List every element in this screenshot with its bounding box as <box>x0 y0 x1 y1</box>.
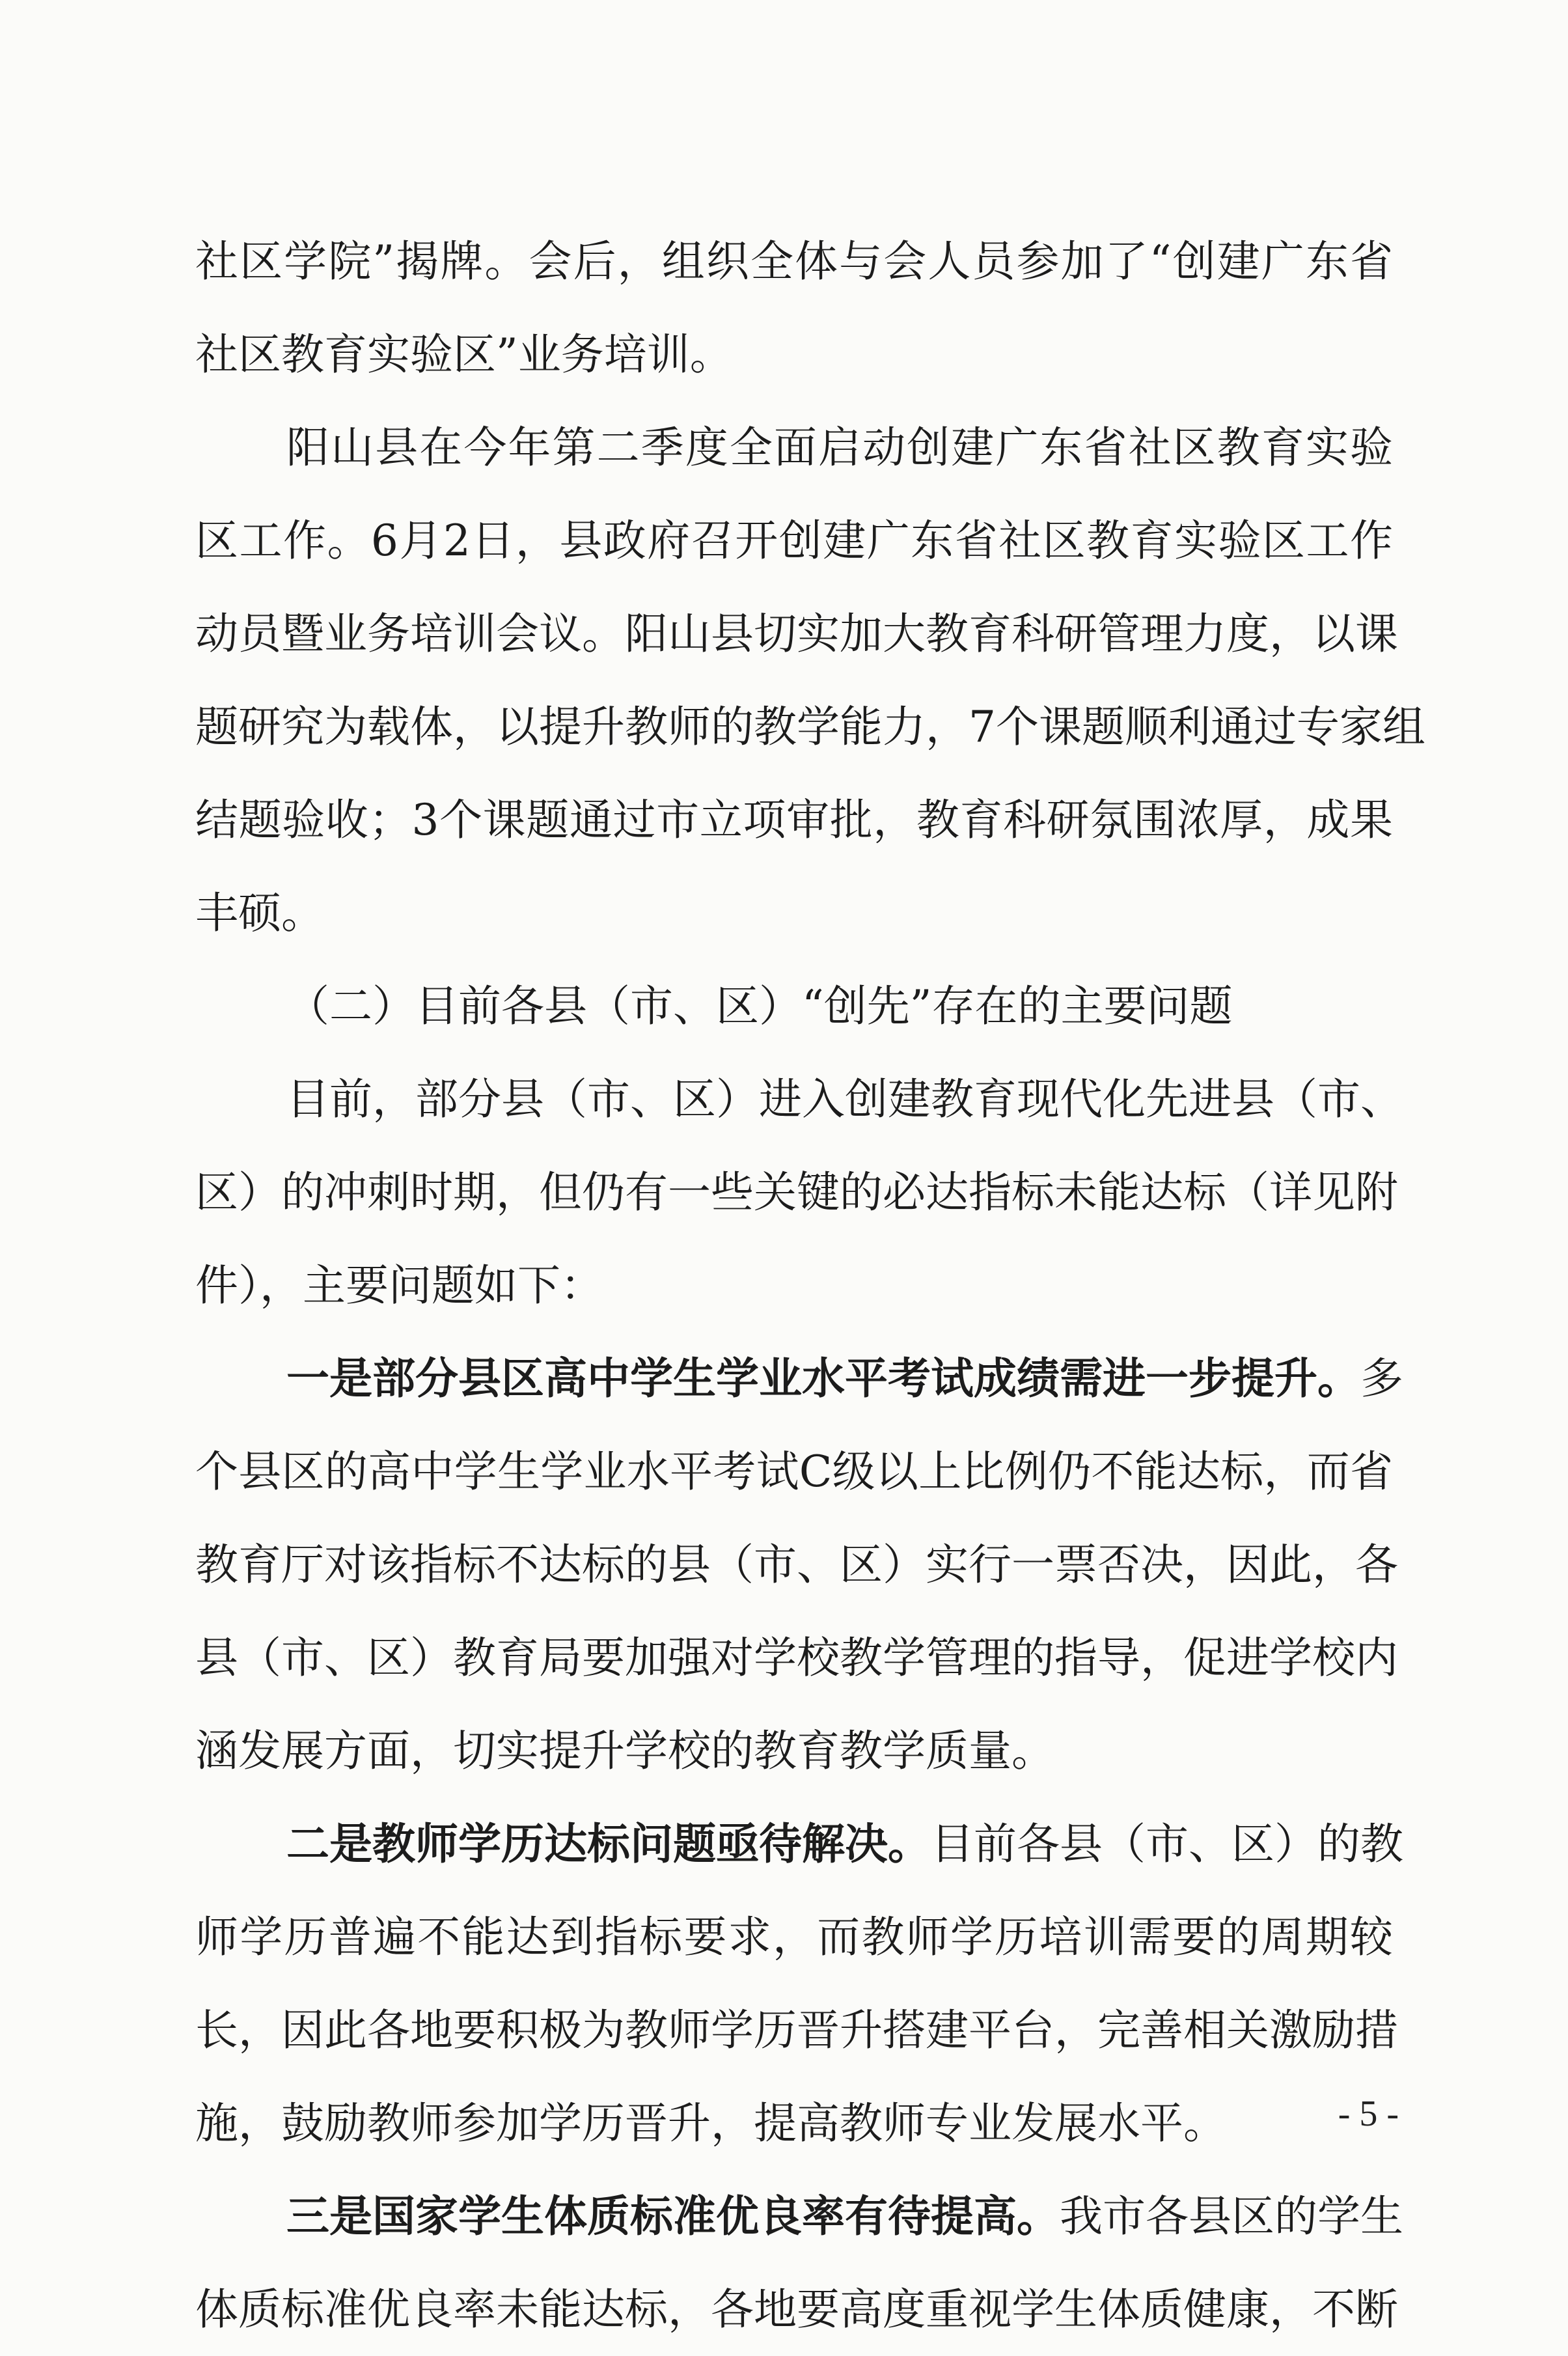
text-line: 师学历普遍不能达到指标要求，而教师学历培训需要的周期较 <box>195 1912 1393 1962</box>
bold-lead: 三是国家学生体质标准优良率有待提高。 <box>286 2191 1060 2241</box>
text-line: 丰硕。 <box>195 888 324 938</box>
text-run: 我市各县区的学生 <box>1060 2191 1403 2241</box>
bold-lead: 二是教师学历达标问题亟待解决。 <box>286 1818 931 1869</box>
text-run: 多 <box>1360 1353 1403 1404</box>
text-line: 长，因此各地要积极为教师学历晋升搭建平台，完善相关激励措 <box>195 2005 1398 2055</box>
text-line: 教育厅对该指标不达标的县（市、区）实行一票否决，因此，各 <box>195 1540 1398 1590</box>
text-line: 体质标准优良率未能达标，各地要高度重视学生体质健康，不断 <box>195 2284 1398 2335</box>
text-line: 社区学院”揭牌。会后，组织全体与会人员参加了“创建广东省 <box>195 236 1393 286</box>
text-line: 个县区的高中学生学业水平考试C级以上比例仍不能达标，而省 <box>195 1447 1393 1497</box>
text-line: 目前，部分县（市、区）进入创建教育现代化先进县（市、 <box>286 1074 1403 1124</box>
text-line: 施，鼓励教师参加学历晋升，提高教师专业发展水平。 <box>195 2098 1226 2148</box>
document-body <box>195 215 1425 2356</box>
text-line: 题研究为载体，以提升教师的教学能力，7个课题顺利通过专家组 <box>195 702 1425 752</box>
text-line <box>195 1332 1403 1425</box>
text-line: 动员暨业务培训会议。阳山县切实加大教育科研管理力度，以课 <box>195 609 1398 659</box>
text-line: 县（市、区）教育局要加强对学校教学管理的指导，促进学校内 <box>195 1633 1398 1683</box>
bold-lead: 一是部分县区高中学生学业水平考试成绩需进一步提升。 <box>286 1353 1360 1404</box>
page-number: - 5 - <box>1338 2094 1399 2134</box>
text-line <box>195 2170 1403 2263</box>
text-line: 区）的冲刺时期，但仍有一些关键的必达指标未能达标（详见附 <box>195 1167 1398 1217</box>
text-line: 件），主要问题如下： <box>195 1260 603 1310</box>
text-run: 目前各县（市、区）的教 <box>931 1819 1403 1869</box>
text-line: 结题验收；3个课题通过市立项审批，教育科研氛围浓厚，成果 <box>195 795 1393 845</box>
section-heading: （二）目前各县（市、区）“创先”存在的主要问题 <box>286 981 1233 1031</box>
text-line: 阳山县在今年第二季度全面启动创建广东省社区教育实验 <box>286 423 1393 473</box>
text-line: 区工作。6月2日，县政府召开创建广东省社区教育实验区工作 <box>195 516 1393 566</box>
text-line: 社区教育实验区”业务培训。 <box>195 329 733 380</box>
text-line <box>195 1797 1403 1891</box>
text-line: 涵发展方面，切实提升学校的教育教学质量。 <box>195 1726 1054 1776</box>
